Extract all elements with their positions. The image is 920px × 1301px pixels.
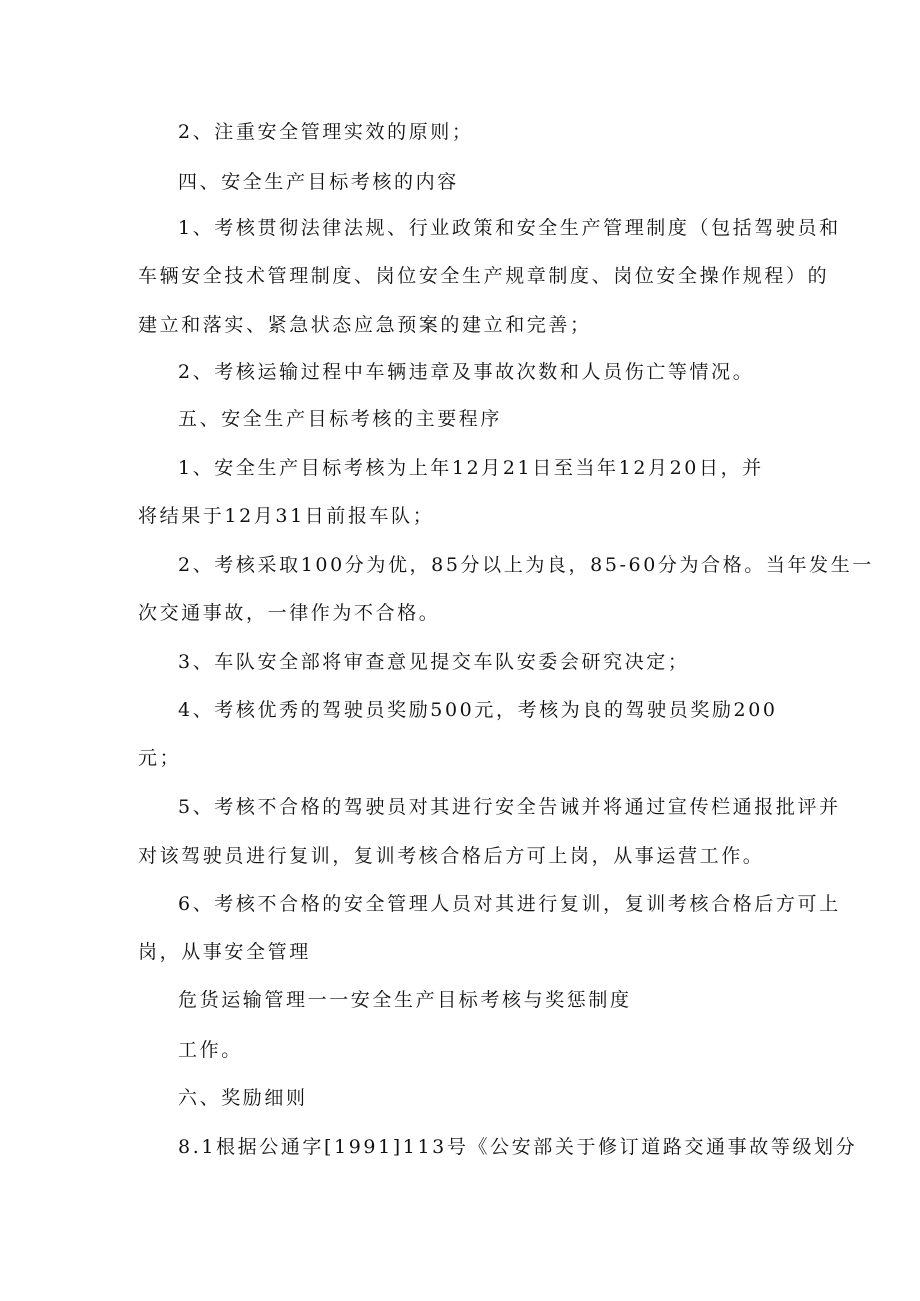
text-line: 5、考核不合格的驾驶员对其进行安全告诫并将通过宣传栏通报批评并: [178, 796, 841, 818]
running-header: 危货运输管理一一安全生产目标考核与奖惩制度: [178, 989, 632, 1011]
text-line: 2、考核采取100分为优，85分以上为良，85-60分为合格。当年发生一: [178, 554, 874, 576]
text-line: 2、考核运输过程中车辆违章及事故次数和人员伤亡等情况。: [178, 361, 755, 383]
text-line: 2、注重安全管理实效的原则；: [178, 121, 474, 143]
text-line: 4、考核优秀的驾驶员奖励500元，考核为良的驾驶员奖励200: [178, 699, 778, 721]
text-line: 3、车队安全部将审查意见提交车队安委会研究决定；: [178, 651, 690, 673]
text-line: 元；: [138, 747, 182, 769]
text-line: 工作。: [178, 1039, 243, 1061]
text-line: 8.1根据公通字[1991]113号《公安部关于修订道路交通事故等级划分: [178, 1136, 858, 1158]
text-line: 1、安全生产目标考核为上年12月21日至当年12月20日，并: [178, 457, 764, 479]
section-heading: 四、安全生产目标考核的内容: [178, 171, 459, 193]
text-line: 将结果于12月31日前报车队；: [138, 505, 435, 527]
text-line: 岗，从事安全管理: [138, 941, 311, 963]
text-line: 车辆安全技术管理制度、岗位安全生产规章制度、岗位安全操作规程）的: [138, 265, 830, 287]
section-heading: 六、奖励细则: [178, 1087, 308, 1109]
text-line: 6、考核不合格的安全管理人员对其进行复训，复训考核合格后方可上: [178, 893, 841, 915]
text-line: 建立和落实、紧急状态应急预案的建立和完善；: [138, 314, 592, 336]
text-line: 1、考核贯彻法律法规、行业政策和安全生产管理制度（包括驾驶员和: [178, 217, 841, 239]
text-line: 次交通事故，一律作为不合格。: [138, 602, 441, 624]
section-heading: 五、安全生产目标考核的主要程序: [178, 408, 503, 430]
text-line: 对该驾驶员进行复训，复训考核合格后方可上岗，从事运营工作。: [138, 845, 765, 867]
